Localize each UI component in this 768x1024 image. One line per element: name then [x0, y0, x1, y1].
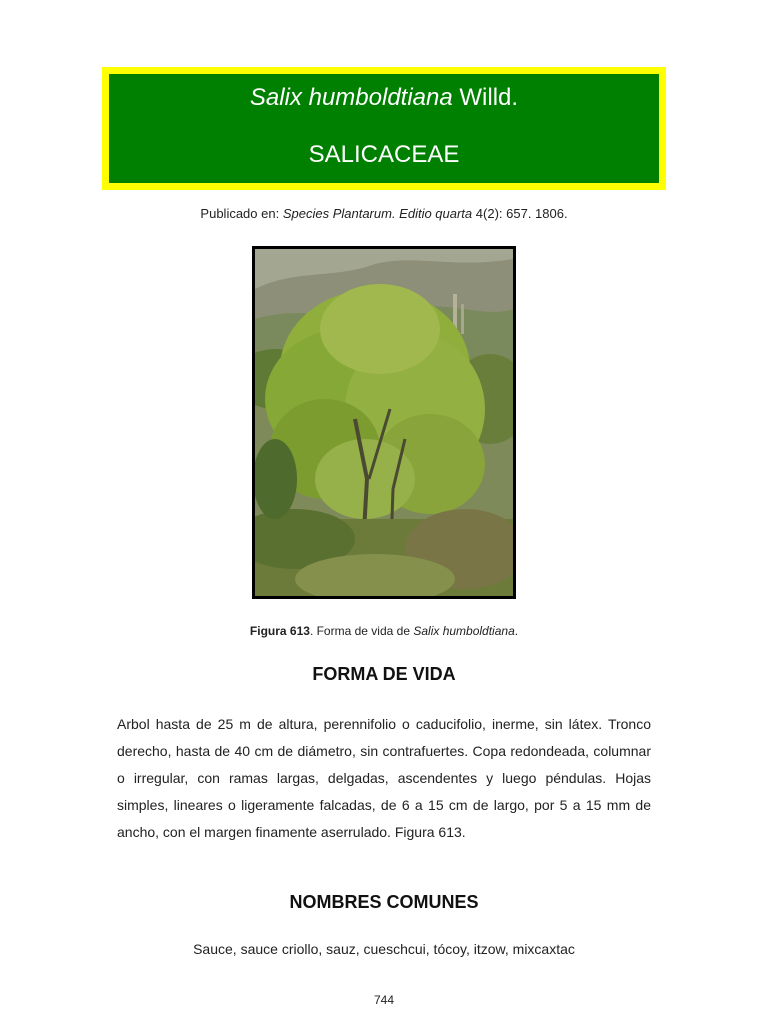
species-title	[109, 83, 659, 113]
figure-caption	[0, 624, 768, 639]
title-banner	[102, 67, 666, 190]
publication-line	[0, 206, 768, 222]
figure-species: Salix humboldtiana	[413, 624, 515, 638]
publication-prefix: Publicado en:	[200, 206, 280, 221]
page-number: 744	[373, 993, 395, 1007]
figure-text: . Forma de vida de	[309, 624, 410, 638]
species-name: Salix humboldtiana	[249, 84, 453, 111]
common-names-text: Sauce, sauce criollo, sauz, cueschcui, tócoy, itzow, mixcaxtac	[193, 941, 575, 957]
common-names-heading: NOMBRES COMUNES	[289, 892, 479, 912]
life-form-heading: FORMA DE VIDA	[312, 664, 456, 684]
figure-label: Figura 613	[249, 624, 310, 638]
species-author: Willd.	[459, 84, 519, 111]
tree-photo	[252, 246, 516, 599]
figure-end: .	[514, 624, 519, 638]
life-form-paragraph: Arbol hasta de 25 m de altura, perennifolio o caducifolio, inerme, sin látex. Tronco derecho, hasta de 40 cm de diámetro, sin contrafuertes. Copa redondeada, columnar o irregular, con ramas largas, delgadas, ascendentes y luego péndulas. Hojas simples, lineares o ligeramente falcadas, de 6 a 15 cm de largo, por 5 a 15 mm de ancho, con el margen finamente aserrulado. Figura 613.	[117, 716, 651, 840]
family-name: SALICACEAE	[308, 141, 460, 168]
publication-work: Species Plantarum. Editio quarta	[282, 206, 473, 221]
publication-details: 4(2): 657. 1806.	[475, 206, 568, 221]
